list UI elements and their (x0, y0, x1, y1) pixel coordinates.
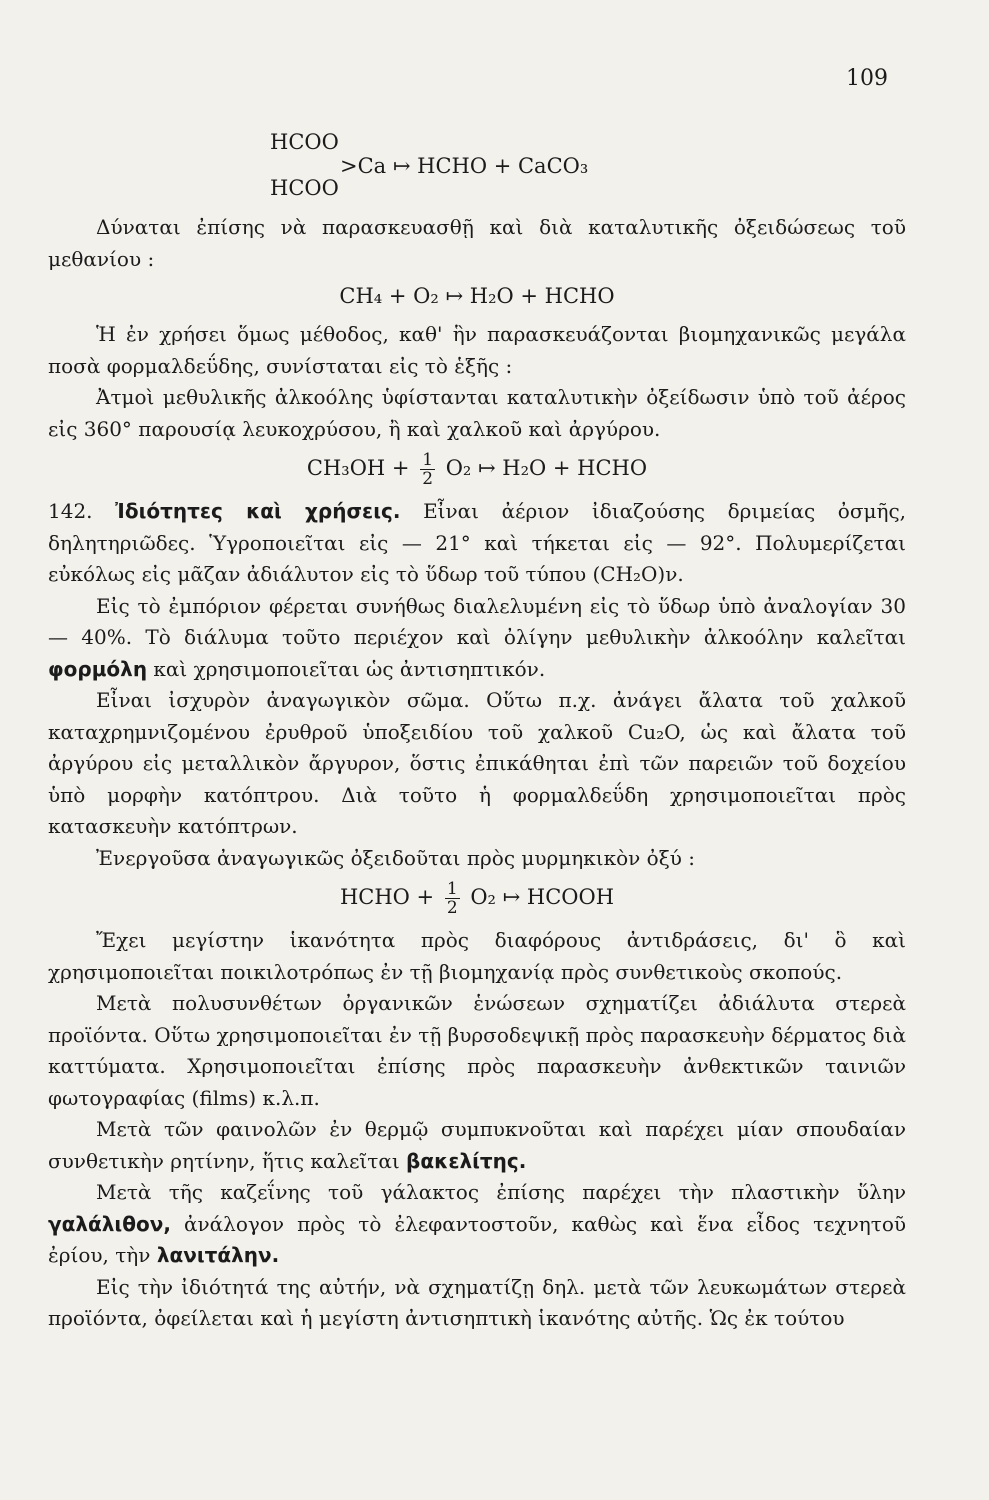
paragraph-reactions: Ἔχει μεγίστην ἱκανότητα πρὸς διαφόρους ἀντιδράσεις, δι' ὃ καὶ χρησιμοποιεῖται ποικιλοτρόπως ἐν τῇ βιομηχανίᾳ πρὸς συνθετικοὺς σκοπούς. (48, 928, 906, 984)
fraction-numerator: 1 (446, 879, 458, 899)
fraction-denominator: 2 (446, 898, 458, 918)
paragraph-galalith (48, 1177, 906, 1272)
fraction-one-half (420, 451, 435, 488)
section-142 (48, 496, 906, 591)
galalith-text-b: ἀνάλογον πρὸς τὸ ἐλεφαντοστοῦν, καθὼς καὶ ἕνα εἶδος τεχνητοῦ ἐρίου, τὴν (48, 1211, 907, 1267)
paragraph-antiseptic: Εἰς τὴν ἰδιότητά της αὐτήν, νὰ σχηματίζῃ δηλ. μετὰ τῶν λευκωμάτων στερεὰ προϊόντα, ὀφείλεται καὶ ἡ μεγίστη ἀντισηπτικὴ ἱκανότης αὐτῆς. Ὡς ἐκ τούτου (48, 1274, 906, 1330)
equation-methanol-oxidation (48, 451, 906, 488)
paragraph-formic-acid: Ἐνεργοῦσα ἀναγωγικῶς ὀξειδοῦται πρὸς μυρμηκικὸν ὀξύ : (96, 845, 695, 870)
paragraph-industrial-method: Ἡ ἐν χρήσει ὅμως μέθοδος, καθ' ἣν παρασκευάζονται βιομηχανικῶς μεγάλα ποσὰ φορμαλδεΰδης, συνίσταται εἰς τὸ ἑξῆς : (48, 322, 906, 378)
galalith-text-a: Μετὰ τῆς καζεΐνης τοῦ γάλακτος ἐπίσης παρέχει τὴν πλαστικὴν ὕλην (96, 1180, 906, 1204)
paragraph-reducing-agent: Εἶναι ἰσχυρὸν ἀναγωγικὸν σῶμα. Οὕτω π.χ. ἀνάγει ἄλατα τοῦ χαλκοῦ καταχρημνιζομένου ἐρυθροῦ ὑποξειδίου τοῦ χαλκοῦ Cu₂O, ὡς καὶ ἄλατα τοῦ ἀργύρου εἰς μεταλλικὸν ἄργυρον, ὅστις ἐπικάθηται ἐπὶ τῶν παρειῶν τοῦ δοχείου ὑπὸ μορφὴν κατόπτρου. Διὰ τοῦτο ἡ φορμαλδεΰδη χρησιμοποιεῖται πρὸς κατασκευὴν κατόπτρων. (48, 688, 906, 838)
term-formol: φορμόλη (48, 656, 148, 681)
equation-right-side: >Ca ↦ HCHO + CaCO₃ (340, 154, 589, 178)
term-bakelite: βακελίτης. (406, 1148, 527, 1173)
fraction-numerator: 1 (422, 450, 434, 470)
term-lanital: λανιτάλην. (156, 1243, 280, 1267)
paragraph-tanning: Μετὰ πολυσυνθέτων ὀργανικῶν ἑνώσεων σχηματίζει ἀδιάλυτα στερεὰ προϊόντα. Οὕτω χρησιμοποιεῖται ἐν τῇ βυρσοδεψικῇ πρὸς παρασκευὴν δέρματος διὰ καττύματα. Χρησιμοποιεῖται ἐπίσης πρὸς παρασκευὴν ἀνθεκτικῶν ταινιῶν φωτογραφίας (films) κ.λ.π. (48, 991, 906, 1110)
equation-calcium-formate (48, 128, 906, 208)
paragraph-methane-oxidation: Δύναται ἐπίσης νὰ παρασκευασθῇ καὶ διὰ καταλυτικῆς ὀξειδώσεως τοῦ μεθανίου : (48, 215, 906, 271)
equation-formic-acid (48, 880, 906, 917)
paragraph-bakelite (48, 1114, 906, 1177)
section-number: 142. (48, 499, 93, 523)
formol-text-b: καὶ χρησιμοποιεῖται ὡς ἀντισηπτικόν. (153, 656, 546, 681)
paragraph-methanol-vapors: Ἀτμοὶ μεθυλικῆς ἀλκοόλης ὑφίστανται καταλυτικὴν ὀξείδωσιν ὑπὸ τοῦ ἀέρος εἰς 360° παρουσίᾳ λευκοχρύσου, ἢ καὶ χαλκοῦ καὶ ἀργύρου. (48, 385, 906, 441)
section-text: Εἶναι ἀέριον ἰδιαζούσης δριμείας ὀσμῆς, δηλητηριῶδες. Ὑγροποιεῖται εἰς — 21° καὶ τήκεται εἰς — 92°. Πολυμερίζεται εὐκόλως εἰς μᾶζαν ἀδιάλυτον εἰς τὸ ὕδωρ τοῦ τύπου (CH₂O)ν. (48, 499, 907, 586)
fraction-one-half (445, 880, 460, 917)
eq3-left: CH₃OH + (306, 456, 410, 480)
formol-text-a: Εἰς τὸ ἐμπόριον φέρεται συνήθως διαλελυμένη εἰς τὸ ὕδωρ ὑπὸ ἀναλογίαν 30 — 40%. Τὸ διάλυμα τοῦτο περιέχον καὶ ὀλίγην μεθυλικὴν ἀλκοόλην καλεῖται (48, 593, 906, 649)
formate-group-bottom: HCOO (270, 176, 339, 200)
eq4-left: HCHO + (339, 885, 435, 909)
page-number: 109 (846, 66, 888, 91)
eq4-right: O₂ ↦ HCOOH (470, 885, 615, 909)
formate-group-top: HCOO (270, 130, 339, 154)
section-title: Ἰδιότητες καὶ χρήσεις. (115, 499, 401, 523)
fraction-denominator: 2 (422, 469, 434, 489)
paragraph-formol (48, 591, 906, 686)
term-galalith: γαλάλιθον, (48, 1211, 171, 1236)
eq3-right: O₂ ↦ H₂O + HCHO (445, 456, 648, 480)
equation-methane: CH₄ + O₂ ↦ H₂O + HCHO (339, 284, 615, 308)
bakelite-text: Μετὰ τῶν φαινολῶν ἐν θερμῷ συμπυκνοῦται καὶ παρέχει μίαν σπουδαίαν συνθετικὴν ρητίνην, ἥτις καλεῖται (48, 1117, 906, 1173)
page-content (48, 128, 906, 1335)
